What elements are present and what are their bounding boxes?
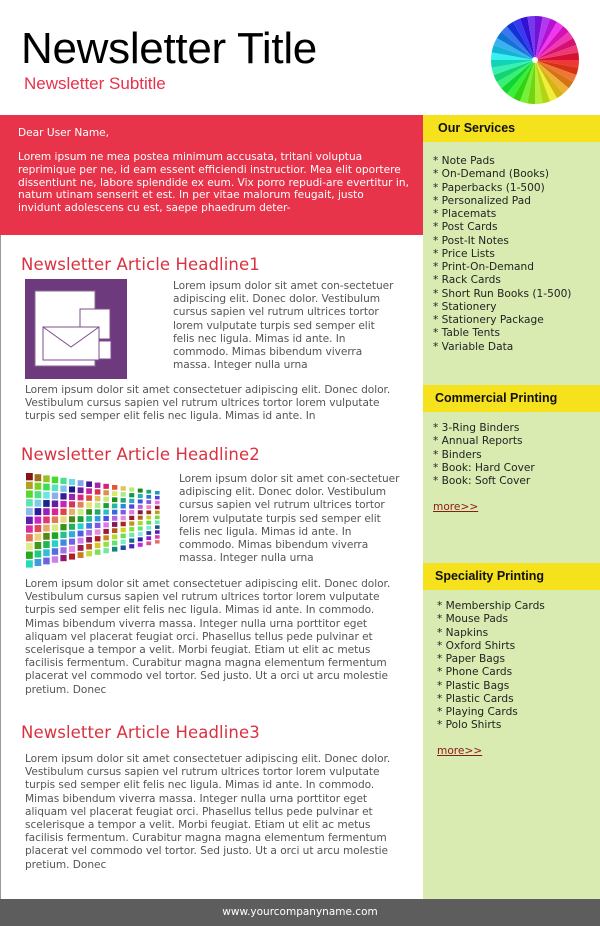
greeting: Dear User Name, bbox=[18, 127, 110, 139]
newsletter-header bbox=[0, 0, 600, 115]
sidebar-list-item[interactable]: * Paperbacks (1-500) bbox=[433, 181, 545, 194]
sidebar-list-item[interactable]: * Napkins bbox=[437, 626, 489, 639]
sidebar-list-item[interactable]: * Rack Cards bbox=[433, 274, 501, 287]
article-2-headline[interactable]: Newsletter Article Headline2 bbox=[21, 445, 260, 464]
main-column bbox=[0, 235, 423, 899]
sidebar-list-item[interactable]: * Placemats bbox=[433, 208, 497, 220]
article-1-headline[interactable]: Newsletter Article Headline1 bbox=[21, 255, 260, 274]
sidebar bbox=[423, 115, 600, 899]
sidebar-list-item[interactable]: * Paper Bags bbox=[437, 653, 506, 665]
article-3-body: Lorem ipsum dolor sit amet consectetuer adipiscing elit. Donec dolor. Vestibulum cursus sapien vel rutrum ultrices tortor lorem vulputate turpis sed semper elit felis nec ligula. Mimas id ante. In commodo. Mimas bibendum viverra massa. Integer nulla urna porttitor eget aliquam vel placerat feugiat orci. Phasellus tellus pede pulvinar et scelerisque a tempor a velit. Morbi feugiat. Etiam ut elit ac metus facilisis fermentum. Curabitur magna magna elementum fermentum placerat vel commodo vel tortor. Sed justo. Ut a orci ut arcu molestie pretium. Donec bbox=[25, 753, 391, 871]
footer bbox=[0, 899, 600, 926]
sidebar-list-item[interactable]: * Book: Soft Cover bbox=[433, 475, 531, 487]
sidebar-list-item[interactable]: * 3-Ring Binders bbox=[433, 422, 520, 434]
sidebar-heading-speciality-printing: Speciality Printing bbox=[423, 563, 600, 590]
sidebar-list-item[interactable]: * Personalized Pad bbox=[433, 194, 531, 207]
commercial-more-link[interactable]: more>> bbox=[433, 501, 479, 513]
sidebar-list-item[interactable]: * Short Run Books (1-500) bbox=[433, 287, 572, 300]
sidebar-list-item[interactable]: * Price Lists bbox=[433, 247, 495, 260]
sidebar-list-item[interactable]: * Post-It Notes bbox=[433, 234, 509, 247]
sidebar-list-item[interactable]: * Post Cards bbox=[433, 221, 498, 234]
sidebar-list-item[interactable]: * Book: Hard Cover bbox=[433, 461, 535, 474]
sidebar-list-item[interactable]: * Stationery Package bbox=[433, 314, 544, 326]
article-3-headline[interactable]: Newsletter Article Headline3 bbox=[21, 723, 260, 742]
newsletter-title: Newsletter Title bbox=[21, 24, 317, 73]
sidebar-list-item[interactable]: * Print-On-Demand bbox=[433, 261, 534, 273]
sidebar-list-item[interactable]: * Binders bbox=[433, 448, 482, 461]
sidebar-list-item[interactable]: * Plastic Cards bbox=[437, 692, 514, 705]
color-wheel-icon bbox=[487, 16, 583, 104]
speciality-more-link[interactable]: more>> bbox=[437, 745, 483, 757]
sidebar-list-item[interactable]: * Annual Reports bbox=[433, 435, 523, 448]
commercial-printing-list bbox=[433, 422, 535, 488]
article-2-side-text: Lorem ipsum dolor sit amet con-sectetuer adipiscing elit. Donec dolor. Vestibulum cursus sapien vel rutrum ultrices tortor lorem vulputate turpis sed semper elit felis nec ligula. Mimas id ante. In commodo. Mimas bibendum viverra massa. Integer nulla urna bbox=[179, 473, 400, 565]
sidebar-list-item[interactable]: * Mouse Pads bbox=[437, 613, 509, 626]
speciality-printing-list bbox=[437, 600, 545, 733]
envelope-document-icon bbox=[25, 279, 127, 379]
sidebar-heading-commercial-printing: Commercial Printing bbox=[423, 385, 600, 412]
sidebar-list-item[interactable]: * Table Tents bbox=[433, 327, 501, 340]
article-1-side-text: Lorem ipsum dolor sit amet con-sectetuer adipiscing elit. Donec dolor. Vestibulum cursus sapien vel rutrum ultrices tortor lorem vulputate turpis sed semper elit felis nec ligula. Mimas id ante. In commodo. Mimas bibendum viverra massa. Integer nulla urna bbox=[173, 280, 394, 372]
newsletter-subtitle: Newsletter Subtitle bbox=[24, 74, 166, 93]
sidebar-list-item[interactable]: * Oxford Shirts bbox=[437, 639, 516, 652]
article-1-body: Lorem ipsum dolor sit amet consectetuer adipiscing elit. Donec dolor. Vestibulum cursus sapien vel rutrum ultrices tortor lorem vulputate turpis sed semper elit felis nec ligula. Mimas id ante. In bbox=[25, 384, 391, 423]
sidebar-list-item[interactable]: * Stationery bbox=[433, 300, 497, 313]
sidebar-list-item[interactable]: * Variable Data bbox=[433, 340, 514, 353]
color-swatches-icon bbox=[25, 471, 167, 571]
services-list bbox=[433, 155, 571, 354]
company-url[interactable]: www.yourcompanyname.com bbox=[222, 906, 378, 918]
sidebar-heading-our-services: Our Services bbox=[423, 115, 600, 142]
sidebar-list-item[interactable]: * Polo Shirts bbox=[437, 719, 502, 732]
article-2-body: Lorem ipsum dolor sit amet consectetuer adipiscing elit. Donec dolor. Vestibulum cursus sapien vel rutrum ultrices tortor lorem vulputate turpis sed semper elit felis nec ligula. Mimas id ante. In commodo. Mimas bibendum viverra massa. Integer nulla urna porttitor eget aliquam vel placerat feugiat orci. Phasellus tellus pede pulvinar et scelerisque a tempor a velit. Morbi feugiat. Etiam ut elit ac metus facilisis fermentum. Curabitur magna magna elementum fermentum placerat vel commodo vel tortor. Sed justo. Ut a orci ut arcu molestie pretium. Donec bbox=[25, 578, 391, 696]
sidebar-list-item[interactable]: * Note Pads bbox=[433, 155, 495, 167]
intro-text: Lorem ipsum ne mea postea minimum accusata, tritani voluptua reprimique per ne, id eam essent efficiendi instructior. Mea elit oportere dissentiunt ne, labore splendide ex eum. Vix porro repudi-are evertitur in, natum utinam senserit et est. In per vitae malorum feugait, justo invidunt adolescens cu est, saepe phaedrum deter- bbox=[18, 151, 409, 215]
sidebar-list-item[interactable]: * Phone Cards bbox=[437, 666, 513, 679]
intro-banner bbox=[0, 115, 423, 235]
sidebar-list-item[interactable]: * Playing Cards bbox=[437, 706, 518, 718]
sidebar-list-item[interactable]: * Membership Cards bbox=[437, 600, 545, 612]
sidebar-list-item[interactable]: * On-Demand (Books) bbox=[433, 168, 549, 181]
sidebar-list-item[interactable]: * Plastic Bags bbox=[437, 679, 510, 692]
